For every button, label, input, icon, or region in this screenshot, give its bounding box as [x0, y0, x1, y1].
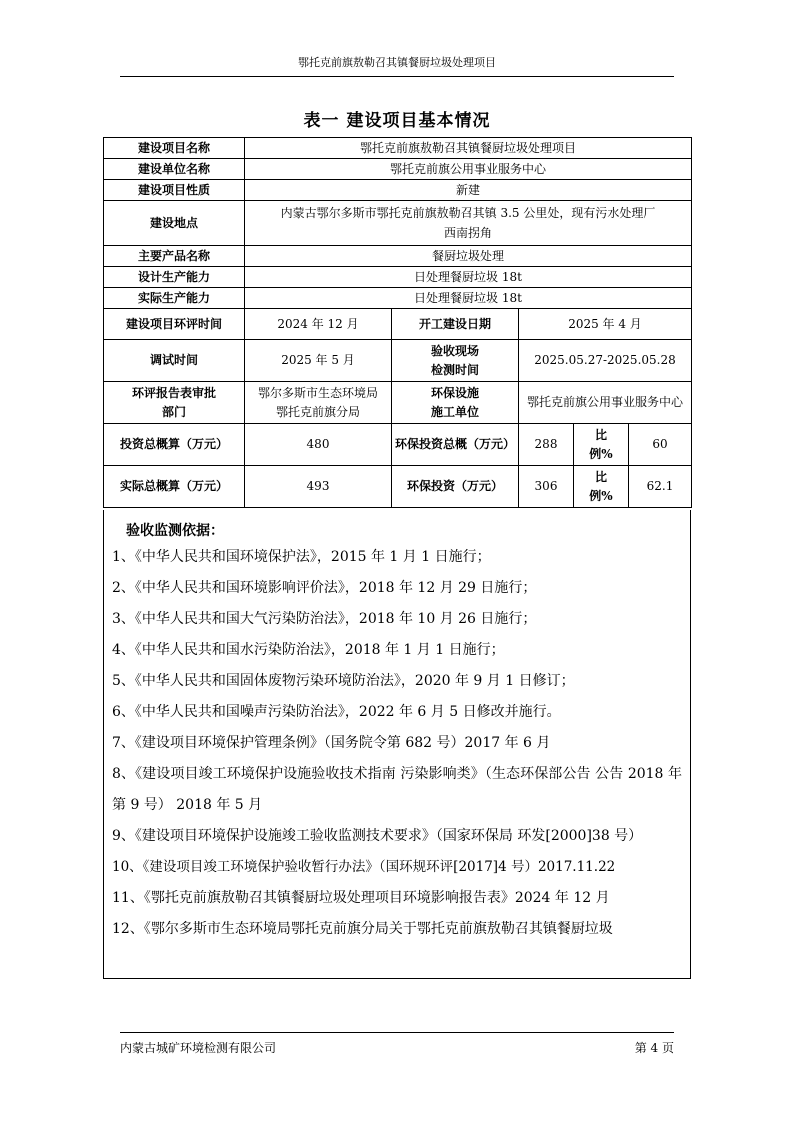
construction-unit-value: 鄂托克前旗公用事业服务中心 — [519, 382, 692, 424]
monitor-time-label-line2: 检测时间 — [430, 362, 479, 377]
table-row — [104, 382, 692, 424]
location-value: 内蒙古鄂尔多斯市鄂托克前旗敖勒召其镇 3.5 公里处，现有污水处理厂西南拐角 — [245, 201, 692, 246]
construction-unit-label-line1: 环保设施 — [430, 385, 479, 400]
actual-capacity-value: 日处理餐厨垃圾 18t — [245, 288, 692, 309]
actual-capacity-label: 实际生产能力 — [104, 288, 245, 309]
eia-time-label: 建设项目环评时间 — [104, 309, 245, 340]
page-title: 表一 建设项目基本情况 — [303, 111, 491, 131]
ratio-label-1-line1: 比 — [594, 427, 607, 442]
list-item: 6、《中华人民共和国噪声污染防治法》，2022 年 6 月 5 日修改并施行。 — [112, 704, 561, 720]
list-item: 4、《中华人民共和国水污染防治法》，2018 年 1 月 1 日施行； — [112, 642, 505, 658]
table-row — [104, 424, 692, 466]
page-number: 第 4 页 — [634, 1041, 674, 1055]
basis-item-list — [112, 542, 682, 945]
ratio-label-2 — [574, 466, 629, 508]
env-invest-budget-label: 环保投资总概（万元） — [392, 424, 519, 466]
unit-name-value: 鄂托克前旗公用事业服务中心 — [245, 159, 692, 180]
table-row — [104, 340, 692, 382]
footer-company: 内蒙古城矿环境检测有限公司 — [120, 1041, 277, 1055]
list-item: 11、《鄂托克前旗敖勒召其镇餐厨垃圾处理项目环境影响报告表》2024 年 12 月 — [112, 890, 610, 906]
table-row — [104, 267, 692, 288]
running-header: 鄂托克前旗敖勒召其镇餐厨垃圾处理项目 — [120, 54, 674, 77]
unit-name-label: 建设单位名称 — [104, 159, 245, 180]
table-row — [104, 180, 692, 201]
table-row — [104, 246, 692, 267]
invest-budget-value: 480 — [245, 424, 392, 466]
design-capacity-value: 日处理餐厨垃圾 18t — [245, 267, 692, 288]
project-name-label: 建设项目名称 — [104, 138, 245, 159]
nature-value: 新建 — [245, 180, 692, 201]
table-row — [104, 138, 692, 159]
table-row — [104, 159, 692, 180]
start-date-label: 开工建设日期 — [392, 309, 519, 340]
env-invest-label: 环保投资（万元） — [392, 466, 519, 508]
product-value: 餐厨垃圾处理 — [245, 246, 692, 267]
actual-budget-value: 493 — [245, 466, 392, 508]
ratio-label-1-line2: 例% — [589, 446, 613, 461]
approval-dept-label — [104, 382, 245, 424]
table-row — [104, 309, 692, 340]
ratio-1-value: 60 — [629, 424, 692, 466]
location-label: 建设地点 — [104, 201, 245, 246]
ratio-2-value: 62.1 — [629, 466, 692, 508]
ratio-label-2-line1: 比 — [594, 469, 607, 484]
basis-title: 验收监测依据： — [126, 523, 224, 539]
project-name-value: 鄂托克前旗敖勒召其镇餐厨垃圾处理项目 — [245, 138, 692, 159]
approval-dept-label-line1: 环评报告表审批 — [131, 385, 216, 400]
env-invest-value: 306 — [519, 466, 574, 508]
construction-unit-label — [392, 382, 519, 424]
monitor-time-label — [392, 340, 519, 382]
list-item: 8、《建设项目竣工环境保护设施验收技术指南 污染影响类》（生态环保部公告 公告 2018 年 第 9 号） 2018 年 5 月 — [112, 766, 682, 813]
ratio-label-1 — [574, 424, 629, 466]
invest-budget-label: 投资总概算（万元） — [104, 424, 245, 466]
table-row — [104, 201, 692, 246]
project-info-table — [103, 137, 692, 508]
list-item: 1、《中华人民共和国环境保护法》，2015 年 1 月 1 日施行； — [112, 549, 491, 565]
eia-time-value: 2024 年 12 月 — [245, 309, 392, 340]
approval-dept-value: 鄂尔多斯市生态环境局鄂托克前旗分局 — [245, 382, 392, 424]
table-row — [104, 288, 692, 309]
product-label: 主要产品名称 — [104, 246, 245, 267]
start-date-value: 2025 年 4 月 — [519, 309, 692, 340]
list-item: 3、《中华人民共和国大气污染防治法》，2018 年 10 月 26 日施行； — [112, 611, 537, 627]
env-invest-budget-value: 288 — [519, 424, 574, 466]
nature-label: 建设项目性质 — [104, 180, 245, 201]
actual-budget-label: 实际总概算（万元） — [104, 466, 245, 508]
acceptance-basis-section — [103, 510, 691, 979]
table-row — [104, 466, 692, 508]
list-item: 9、《建设项目环境保护设施竣工验收监测技术要求》（国家环保局 环发[2000]38 号） — [112, 828, 643, 844]
list-item: 12、《鄂尔多斯市生态环境局鄂托克前旗分局关于鄂托克前旗敖勒召其镇餐厨垃圾 — [112, 921, 613, 937]
list-item: 10、《建设项目竣工环境保护验收暂行办法》（国环规环评[2017]4 号）2017.11.22 — [112, 859, 616, 875]
design-capacity-label: 设计生产能力 — [104, 267, 245, 288]
ratio-label-2-line2: 例% — [589, 488, 613, 503]
list-item: 5、《中华人民共和国固体废物污染环境防治法》，2020 年 9 月 1 日修订； — [112, 673, 575, 689]
page-footer — [120, 1032, 674, 1056]
monitor-time-value: 2025.05.27-2025.05.28 — [519, 340, 692, 382]
debug-time-value: 2025 年 5 月 — [245, 340, 392, 382]
list-item: 7、《建设项目环境保护管理条例》（国务院令第 682 号）2017 年 6 月 — [112, 735, 551, 751]
approval-dept-label-line2: 部门 — [161, 404, 186, 419]
debug-time-label: 调试时间 — [104, 340, 245, 382]
monitor-time-label-line1: 验收现场 — [430, 343, 479, 358]
list-item: 2、《中华人民共和国环境影响评价法》，2018 年 12 月 29 日施行； — [112, 580, 537, 596]
construction-unit-label-line2: 施工单位 — [430, 404, 479, 419]
